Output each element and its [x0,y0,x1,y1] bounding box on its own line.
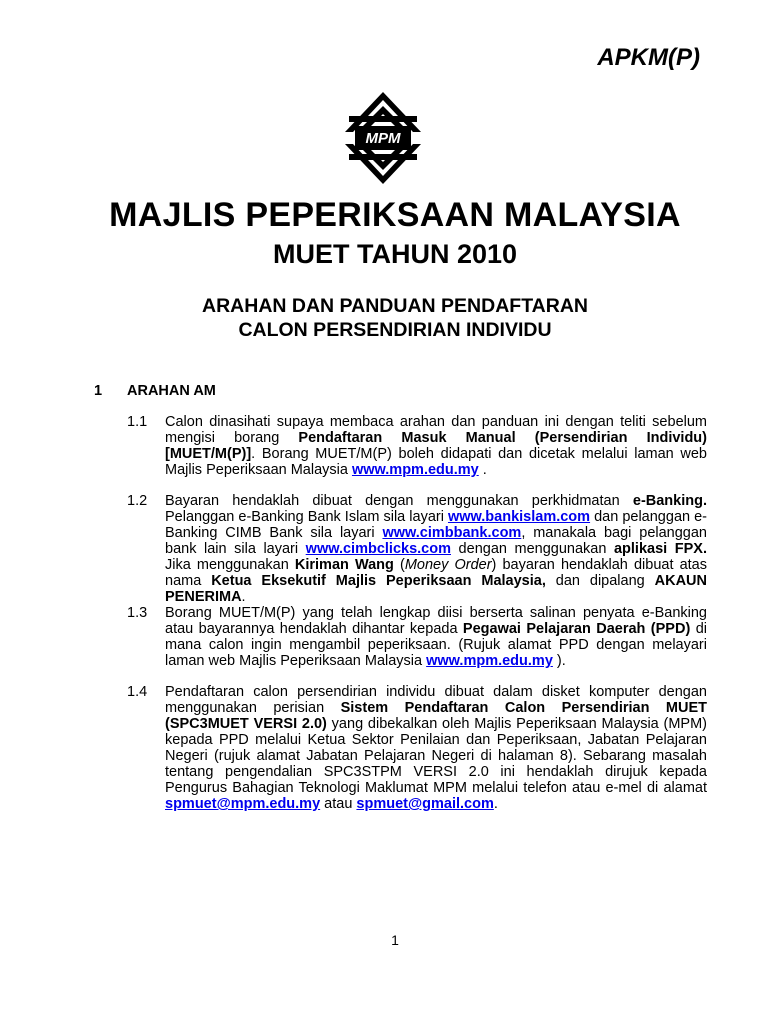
logo-text: MPM [365,130,401,147]
spmuet-gmail-email-link[interactable]: spmuet@gmail.com [356,796,494,812]
cimbclicks-link[interactable]: www.cimbclicks.com [305,541,451,557]
section-number: 1 [94,383,103,399]
item-text: Pendaftaran calon persendirian individu dibuat dalam disket komputer dengan menggunakan perisian Sistem Pendaftaran Calon Persendirian MUET (SPC3MUET VERSI 2.0) yang dibekalkan oleh Majlis Peperiksaan Malaysia (MPM) kepada PPD melalui Ketua Sektor Penilaian dan Peperiksaan, Jabatan Pelajaran Negeri (rujuk alamat Jabatan Pelajaran Negeri di halaman 8). Sebarang masalah tentang pengendalian SPC3STPM VERSI 2.0 ini hendaklah dirujuk kepada Pengurus Bahagian Teknologi Maklumat MPM melalui telefon atau e-mel di alamat spmuet@mpm.edu.my atau spmuet@gmail.com. [165,684,708,812]
mpm-website-link[interactable]: www.mpm.edu.my [426,653,553,669]
item-text: Borang MUET/M(P) yang telah lengkap diisi berserta salinan penyata e-Banking atau bayarannya hendaklah dihantar kepada Pegawai Pelajaran Daerah (PPD) di mana calon ingin mengambil peperiksaan. (Rujuk alamat PPD dengan melayari laman web Majlis Peperiksaan Malaysia www.mpm.edu.my ). [165,605,707,669]
page-number: 1 [391,932,399,948]
cimbbank-link[interactable]: www.cimbbank.com [382,525,522,541]
page-subtitle: MUET TAHUN 2010 [272,239,518,269]
document-heading [0,294,768,342]
heading-line-1: ARAHAN DAN PANDUAN PENDAFTARAN [201,295,588,317]
section-title: ARAHAN AM [127,383,216,399]
mpm-logo-icon [345,92,421,184]
page-title: MAJLIS PEPERIKSAAN MALAYSIA [109,196,681,234]
item-number: 1.1 [127,414,148,430]
item-number: 1.3 [127,605,148,621]
document-code: APKM(P) [597,44,700,71]
heading-line-2: CALON PERSENDIRIAN INDIVIDU [238,319,552,341]
item-number: 1.4 [127,684,148,700]
item-number: 1.2 [127,493,148,509]
spmuet-mpm-email-link[interactable]: spmuet@mpm.edu.my [165,796,321,812]
mpm-website-link[interactable]: www.mpm.edu.my [351,462,479,478]
item-text: Bayaran hendaklah dibuat dengan menggunakan perkhidmatan e-Banking. Pelanggan e-Banking Bank Islam sila layari www.bankislam.com dan pelanggan e-Banking CIMB Bank sila layari www.cimbbank.com, manakala bagi pelanggan bank lain sila layari www.cimbclicks.com dengan menggunakan aplikasi FPX. Jika menggunakan Kiriman Wang (Money Order) bayaran hendaklah dibuat atas nama Ketua Eksekutif Majlis Peperiksaan Malaysia, dan dipalang AKAUN PENERIMA. [165,493,708,605]
bankislam-link[interactable]: www.bankislam.com [447,509,591,525]
item-text: Calon dinasihati supaya membaca arahan dan panduan ini dengan teliti sebelum mengisi borang Pendaftaran Masuk Manual (Persendirian Individu) [MUET/M(P)]. Borang MUET/M(P) boleh didapati dan dicetak melalui laman web Majlis Peperiksaan Malaysia www.mpm.edu.my . [165,414,707,478]
